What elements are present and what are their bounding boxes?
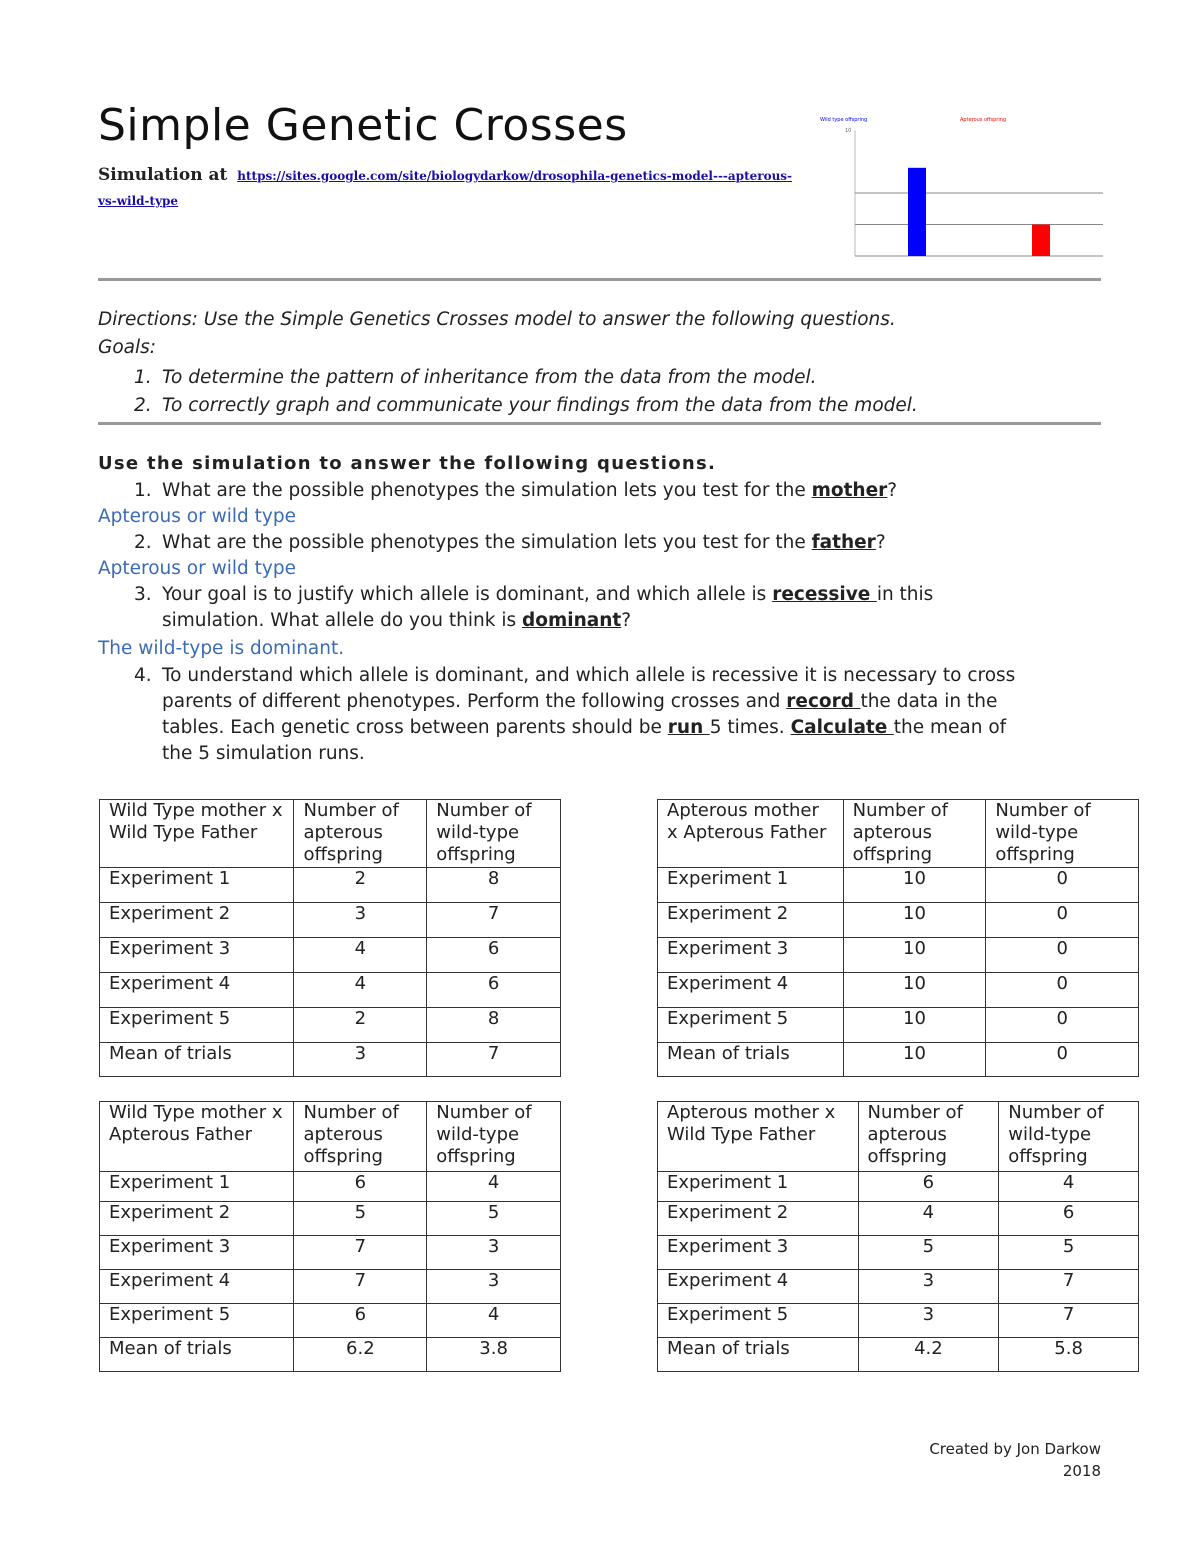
table-cell: 0 (986, 1043, 1139, 1077)
table-row (658, 973, 1139, 1008)
table-header-cell: Number of apterous offspring (294, 800, 427, 868)
table-cell: 4 (294, 973, 427, 1008)
simulation-line (98, 165, 792, 185)
answer-1: Apterous or wild type (98, 506, 296, 527)
table-cell: 4 (427, 1304, 561, 1338)
page-title: Simple Genetic Crosses (98, 100, 628, 151)
table-cell: 4 (999, 1172, 1139, 1202)
footer-year: 2018 (1062, 1462, 1101, 1480)
table-cell: 7 (294, 1236, 427, 1270)
table-cell: 6 (294, 1172, 427, 1202)
question-4-line-3: tables. Each genetic cross between parents should be run 5 times. Calculate the mean of (162, 717, 1007, 738)
table-cell: Experiment 5 (100, 1304, 294, 1338)
simulation-label: Simulation at (98, 165, 228, 185)
table-cell: 7 (294, 1270, 427, 1304)
table-header-cell: Apterous mother x Wild Type Father (658, 1102, 859, 1172)
table-header-row (100, 1102, 561, 1172)
question-4: 4. To understand which allele is dominant, and which allele is recessive it is necessary to cross (134, 665, 1016, 686)
table-cell: 10 (843, 1043, 986, 1077)
table-cell: 3 (427, 1270, 561, 1304)
table-header-row (658, 800, 1139, 868)
question-4-line-2: parents of different phenotypes. Perform the following crosses and record the data in the (162, 691, 998, 712)
table-cell: Experiment 2 (100, 1202, 294, 1236)
table-cell: Experiment 1 (100, 868, 294, 903)
table-cell: 4 (294, 938, 427, 973)
table-cell: 2 (294, 1008, 427, 1043)
simulation-link[interactable]: https://sites.google.com/site/biologydarkow/drosophila-genetics-model---apterous- (237, 169, 793, 183)
table-cell: 6 (427, 938, 561, 973)
table-cell: 5 (858, 1236, 999, 1270)
table-cell: 8 (427, 1008, 561, 1043)
offspring-bar-chart (815, 112, 1105, 262)
table-cell: Experiment 4 (658, 1270, 859, 1304)
table-header-cell: Number of wild-type offspring (427, 800, 561, 868)
goal-item-1: 1. To determine the pattern of inheritance from the data from the model. (134, 367, 817, 388)
table-header-cell: Number of wild-type offspring (999, 1102, 1139, 1172)
table-cell: 4.2 (858, 1338, 999, 1372)
table-cell: 5 (427, 1202, 561, 1236)
table-cell: 3 (858, 1304, 999, 1338)
table-cell: 5 (999, 1236, 1139, 1270)
simulation-link-continued[interactable]: vs-wild-type (98, 194, 179, 208)
table-row (100, 1338, 561, 1372)
table-row (658, 938, 1139, 973)
table-cell: 4 (858, 1202, 999, 1236)
table-header-row (100, 800, 561, 868)
table-cell: 6 (999, 1202, 1139, 1236)
table-cell: Experiment 4 (658, 973, 844, 1008)
table-cell: Experiment 3 (100, 938, 294, 973)
table-cell: Experiment 5 (100, 1008, 294, 1043)
table-header-cell: Number of apterous offspring (294, 1102, 427, 1172)
table-cell: Experiment 5 (658, 1008, 844, 1043)
table-header-cell: Number of apterous offspring (858, 1102, 999, 1172)
table-row (100, 903, 561, 938)
answer-3: The wild-type is dominant. (98, 638, 345, 659)
table-row (658, 1172, 1139, 1202)
table-cell: 6 (858, 1172, 999, 1202)
table-cell: 7 (427, 1043, 561, 1077)
table-cell: 3 (858, 1270, 999, 1304)
table-wildtype-x-apterous (99, 1101, 561, 1372)
table-cell: Experiment 4 (100, 973, 294, 1008)
table-cell: 6 (427, 973, 561, 1008)
table-cell: 7 (999, 1304, 1139, 1338)
question-3: 3. Your goal is to justify which allele is dominant, and which allele is recessive in this (134, 584, 934, 605)
table-row (100, 1008, 561, 1043)
table-header-cell: Number of wild-type offspring (986, 800, 1139, 868)
table-cell: 0 (986, 903, 1139, 938)
table-cell: Experiment 3 (658, 1236, 859, 1270)
directions-text: Directions: Use the Simple Genetics Crosses model to answer the following questions. (98, 309, 896, 330)
goal-item-2: 2. To correctly graph and communicate your findings from the data from the model. (134, 395, 918, 416)
chart-legend-apterous: Apterous offspring (960, 117, 1007, 123)
table-cell: Experiment 2 (100, 903, 294, 938)
table-wildtype-x-wildtype (99, 799, 561, 1077)
table-row (658, 903, 1139, 938)
table-cell: Experiment 3 (100, 1236, 294, 1270)
table-cell: Experiment 2 (658, 1202, 859, 1236)
table-cell: 4 (427, 1172, 561, 1202)
table-header-row (658, 1102, 1139, 1172)
table-cell: 3 (294, 1043, 427, 1077)
table-row (658, 1202, 1139, 1236)
table-row (658, 1043, 1139, 1077)
table-cell: 5 (294, 1202, 427, 1236)
table-cell: 8 (427, 868, 561, 903)
table-row (658, 1338, 1139, 1372)
table-row (100, 938, 561, 973)
table-row (100, 973, 561, 1008)
table-row (658, 1270, 1139, 1304)
table-apterous-x-wildtype (657, 1101, 1139, 1372)
question-4-line-4: the 5 simulation runs. (162, 743, 365, 764)
table-cell: Experiment 3 (658, 938, 844, 973)
table-cell: Mean of trials (658, 1338, 859, 1372)
chart-tick-max: 10 (845, 128, 852, 134)
table-cell: 10 (843, 1008, 986, 1043)
question-3-line-2: simulation. What allele do you think is dominant? (162, 610, 632, 631)
table-header-cell: Wild Type mother x Wild Type Father (100, 800, 294, 868)
table-cell: 10 (843, 973, 986, 1008)
question-2: 2. What are the possible phenotypes the simulation lets you test for the father? (134, 532, 886, 553)
table-row (100, 868, 561, 903)
table-cell: 10 (843, 903, 986, 938)
table-header-cell: Number of wild-type offspring (427, 1102, 561, 1172)
table-row (100, 1236, 561, 1270)
table-cell: 10 (843, 938, 986, 973)
table-row (100, 1270, 561, 1304)
table-cell: Mean of trials (100, 1338, 294, 1372)
table-row (100, 1043, 561, 1077)
table-cell: Experiment 1 (100, 1172, 294, 1202)
table-apterous-x-apterous (657, 799, 1139, 1077)
table-cell: Experiment 2 (658, 903, 844, 938)
footer-credit: Created by Jon Darkow (929, 1440, 1101, 1458)
table-cell: 10 (843, 868, 986, 903)
table-cell: Mean of trials (658, 1043, 844, 1077)
table-row (100, 1172, 561, 1202)
table-cell: 0 (986, 868, 1139, 903)
table-cell: Experiment 4 (100, 1270, 294, 1304)
table-header-cell: Wild Type mother x Apterous Father (100, 1102, 294, 1172)
table-cell: 3 (427, 1236, 561, 1270)
table-row (658, 1008, 1139, 1043)
divider-top (98, 278, 1101, 281)
goals-label: Goals: (98, 337, 157, 358)
questions-heading: Use the simulation to answer the following questions. (98, 453, 717, 474)
table-row (658, 1304, 1139, 1338)
table-row (100, 1304, 561, 1338)
chart-bar-wild-type (908, 168, 926, 256)
table-cell: 7 (999, 1270, 1139, 1304)
table-cell: 6 (294, 1304, 427, 1338)
question-1: 1. What are the possible phenotypes the simulation lets you test for the mother? (134, 480, 898, 501)
chart-legend-wild-type: Wild type offspring (820, 117, 868, 123)
table-cell: 3.8 (427, 1338, 561, 1372)
table-cell: Mean of trials (100, 1043, 294, 1077)
table-cell: 6.2 (294, 1338, 427, 1372)
table-cell: 0 (986, 1008, 1139, 1043)
table-cell: Experiment 1 (658, 1172, 859, 1202)
answer-2: Apterous or wild type (98, 558, 296, 579)
table-row (658, 868, 1139, 903)
table-header-cell: Apterous mother x Apterous Father (658, 800, 844, 868)
chart-bar-apterous (1032, 225, 1050, 257)
table-cell: Experiment 1 (658, 868, 844, 903)
table-cell: 3 (294, 903, 427, 938)
table-header-cell: Number of apterous offspring (843, 800, 986, 868)
table-cell: 0 (986, 973, 1139, 1008)
table-cell: 0 (986, 938, 1139, 973)
table-cell: 5.8 (999, 1338, 1139, 1372)
table-cell: Experiment 5 (658, 1304, 859, 1338)
table-row (658, 1236, 1139, 1270)
table-cell: 2 (294, 868, 427, 903)
table-row (100, 1202, 561, 1236)
table-cell: 7 (427, 903, 561, 938)
divider-middle (98, 422, 1101, 425)
